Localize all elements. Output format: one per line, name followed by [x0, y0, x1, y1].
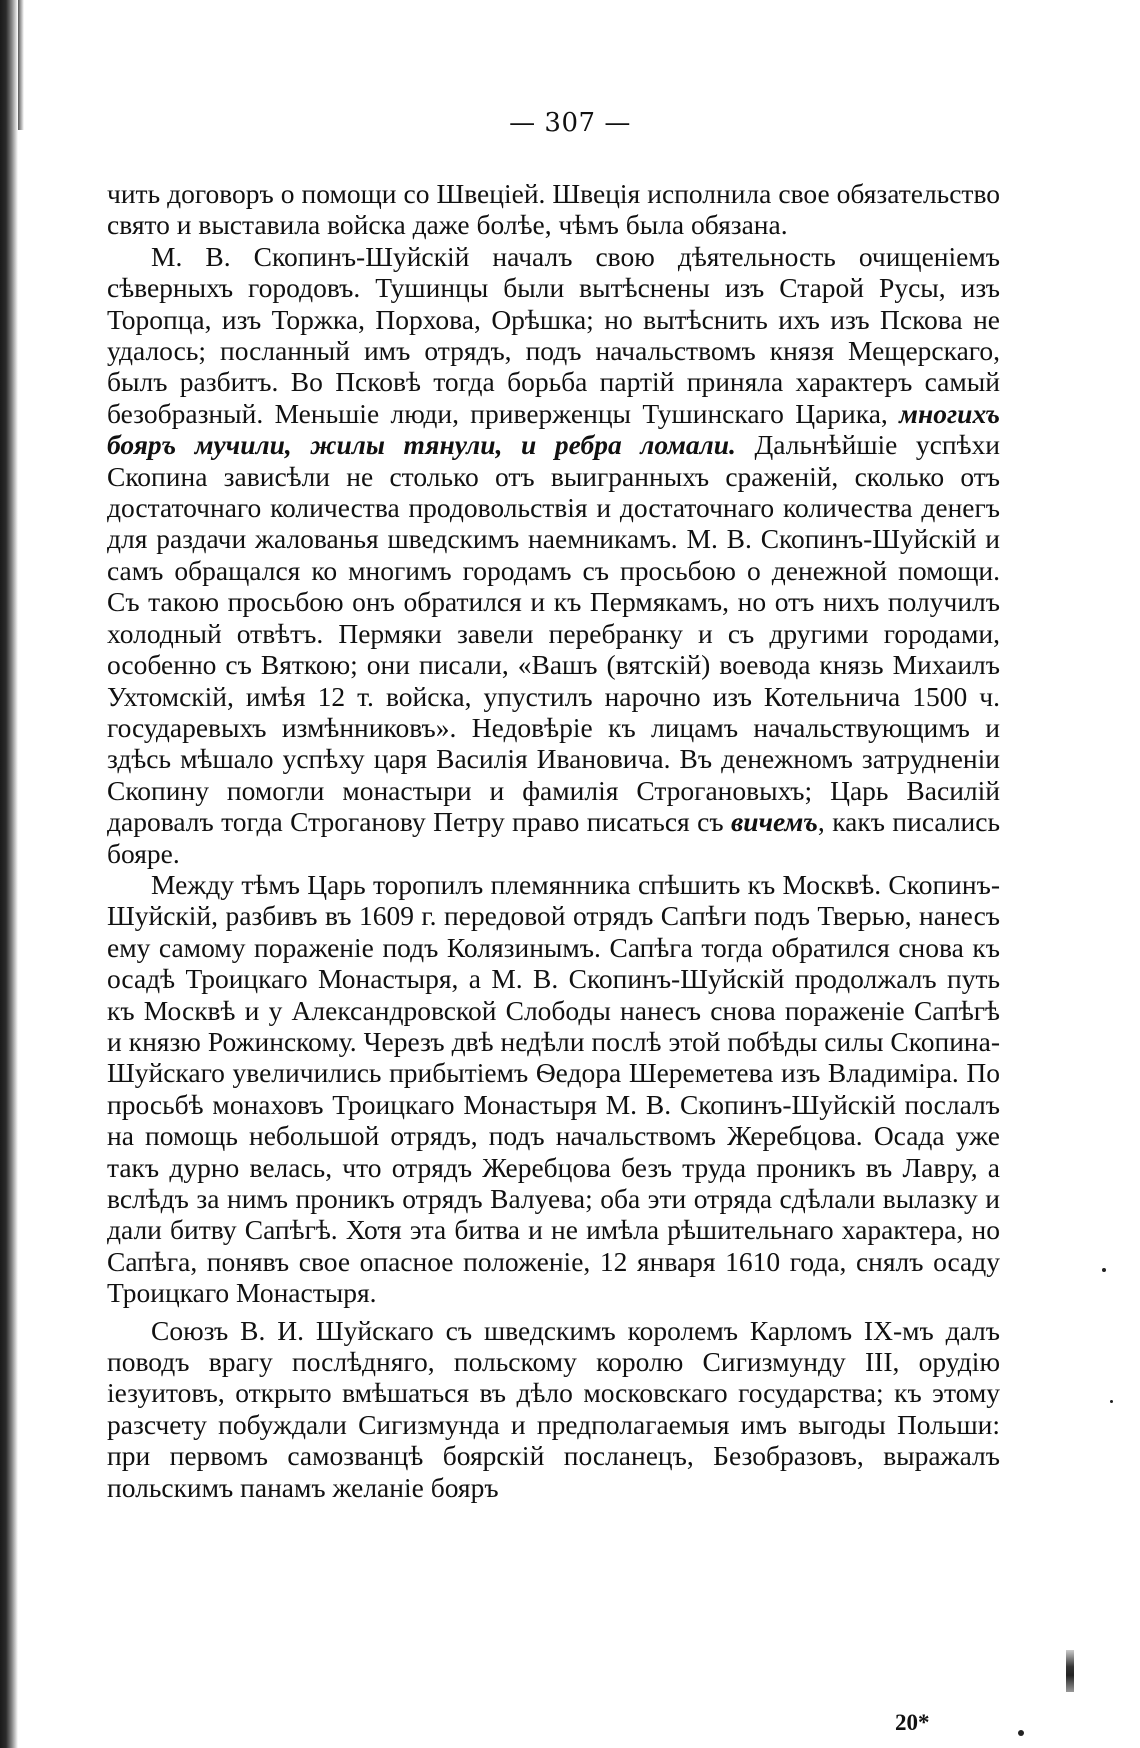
paragraph-2-emphasis-quote: многихъ бояръ мучили, жилы тянули, и ребра ломали.	[107, 397, 1000, 461]
paragraph-2-text-a: М. В. Скопинъ-Шуйскій началъ свою дѣятельность очищеніемъ сѣверныхъ городовъ. Тушинцы были вытѣснены изъ Старой Русы, изъ Торопца, изъ Торжка, Порхова, Орѣшка; но вытѣснить ихъ изъ Пскова не удалось; посланный имъ отрядъ, подъ начальствомъ князя Мещерскаго, былъ разбитъ. Во Псковѣ тогда борьба партій приняла характеръ самый безобразный. Меньшіе люди, приверженцы Тушинскаго Царика,	[107, 240, 1000, 429]
printer-signature: 20*	[895, 1710, 930, 1735]
paragraph-4	[107, 1315, 1000, 1503]
paragraph-3	[107, 869, 1000, 1309]
scan-binding-edge	[0, 0, 18, 1748]
paragraph-2-text-c: , какъ писались бояре.	[107, 806, 1000, 869]
body-text	[107, 178, 1000, 1503]
paragraph-2	[107, 241, 1000, 869]
paragraph-1	[107, 178, 1000, 241]
paragraph-4-text: Союзъ В. И. Шуйскаго съ шведскимъ королемъ Карломъ IX-мъ далъ поводъ врагу послѣдняго, польскому королю Сигизмунду III, орудію іезуитовъ, открыто вмѣшаться въ дѣло московскаго государства; къ этому разсчету побуждали Сигизмунда и предполагаемыя имъ выгоды Польши: при первомъ самозванцѣ боярскій посланецъ, Безобразовъ, выражалъ польскимъ панамъ желаніе бояръ	[107, 1314, 1000, 1503]
paragraph-3-text: Между тѣмъ Царь торопилъ племянника спѣшить къ Москвѣ. Скопинъ-Шуйскій, разбивъ въ 1609 г. передовой отрядъ Сапѣги подъ Тверью, нанесъ ему самому пораженіе подъ Колязинымъ. Сапѣга тогда обратился снова къ осадѣ Троицкаго Монастыря, а М. В. Скопинъ-Шуйскій продолжалъ путь къ Москвѣ и у Александровской Слободы нанесъ снова пораженіе Сапѣгѣ и князю Рожинскому. Черезъ двѣ недѣли послѣ этой побѣды силы Скопина-Шуйскаго увеличились прибытіемъ Ѳедора Шереметева изъ Владиміра. По просьбѣ монаховъ Троицкаго Монастыря М. В. Скопинъ-Шуйскій послалъ на помощь небольшой отрядъ, подъ начальствомъ Жеребцова. Осада уже такъ дурно велась, что отрядъ Жеребцова безъ труда проникъ въ Лавру, а вслѣдъ за нимъ проникъ отрядъ Валуева; оба эти отряда сдѣлали вылазку и дали битву Сапѣгѣ. Хотя эта битва и не имѣла рѣшительнаго характера, но Сапѣга, понявъ свое опасное положеніе, 12 января 1610 года, снялъ осаду Троицкаго Монастыря.	[107, 868, 1000, 1309]
paragraph-2-text-b: Дальнѣйшіе успѣхи Скопина зависѣли не столько отъ выигранныхъ сраженій, сколько отъ достаточнаго количества продовольствія и достаточнаго количества денегъ для раздачи жалованья шведскимъ наемникамъ. М. В. Скопинъ-Шуйскій и самъ обращался ко многимъ городамъ съ просьбою о денежной помощи. Съ такою просьбою онъ обратился и къ Пермякамъ, но отъ нихъ получилъ холодный отвѣтъ. Пермяки завели перебранку и съ другими городами, особенно съ Вяткою; они писали, «Вашъ (вятскій) воевода князь Михаилъ Ухтомскій, имѣя 12 т. войска, упустилъ нарочно изъ Котельнича 1500 ч. государевыхъ измѣнниковъ». Недовѣріе къ лицамъ начальствующимъ и здѣсь мѣшало успѣху царя Василія Ивановича. Въ денежномъ затрудненіи Скопину помогли монастыри и фамилія Строгановыхъ; Царь Василій даровалъ тогда Строганову Петру право писаться съ	[107, 429, 1000, 838]
scan-speck	[1110, 1400, 1113, 1403]
paragraph-2-emphasis-vichem: вичемъ	[731, 806, 818, 838]
page-number: — 307 —	[509, 108, 631, 138]
scan-speck	[1018, 1730, 1024, 1736]
scan-margin-mark	[1066, 1650, 1074, 1692]
paragraph-1-text: чить договоръ о помощи со Швеціей. Швеція исполнила свое обязательство свято и выставила войска даже болѣе, чѣмъ была обязана.	[107, 178, 1000, 241]
scan-speck	[1102, 1268, 1106, 1272]
